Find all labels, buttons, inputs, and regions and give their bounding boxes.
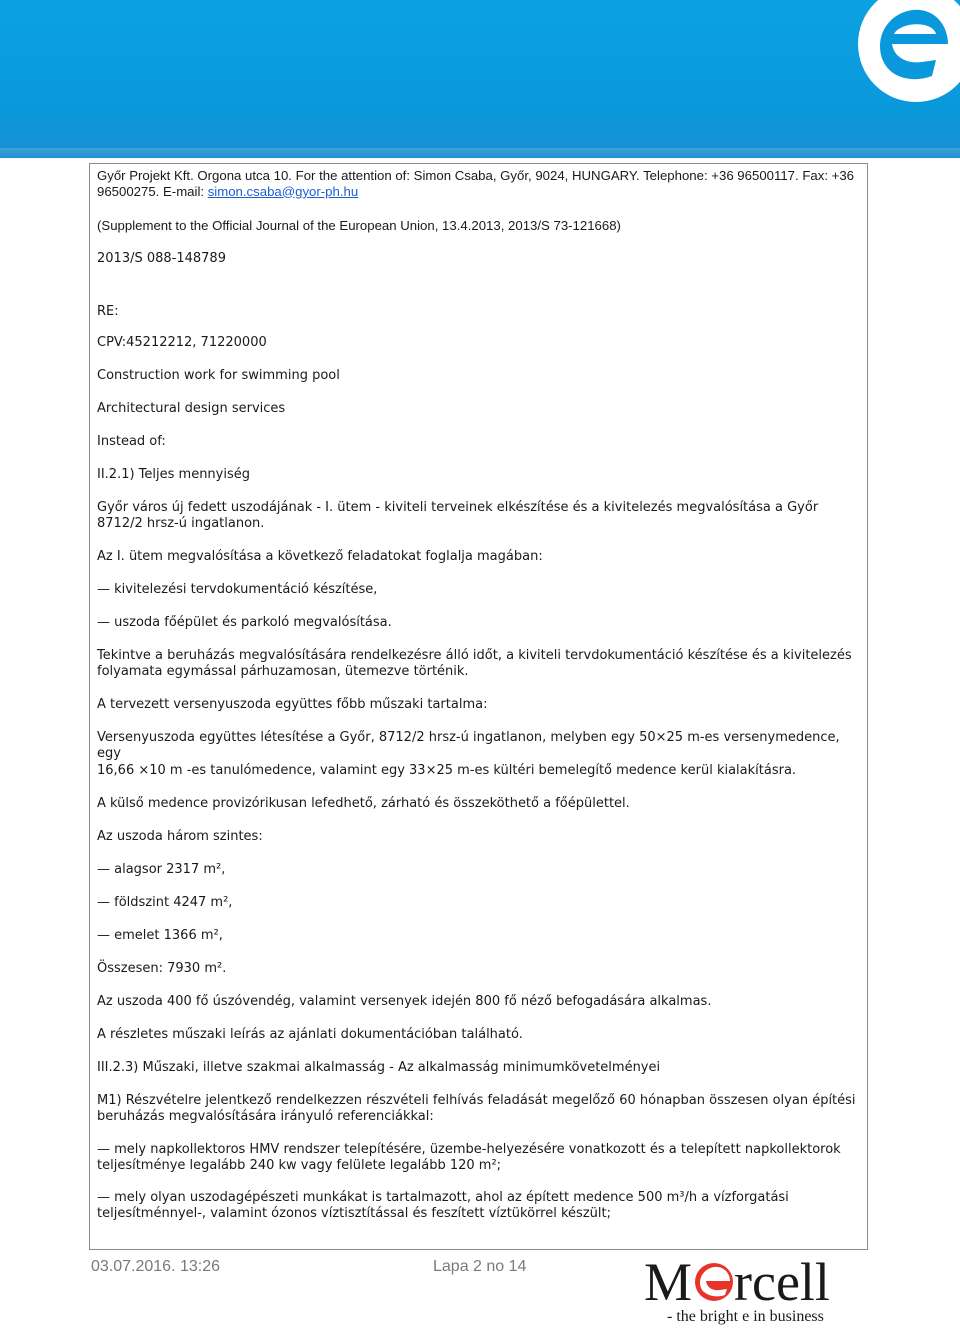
supplement-line: (Supplement to the Official Journal of the European Union, 13.4.2013, 2013/S 73-121668)	[97, 218, 621, 233]
svg-text:M: M	[644, 1252, 693, 1310]
instead-of-label: Instead of:	[97, 434, 166, 449]
mercell-e-logo-icon	[820, 0, 960, 110]
section-iii23-heading: III.2.3) Műszaki, illetve szakmai alkalmasság - Az alkalmasság minimumkövetelményei	[97, 1060, 661, 1075]
task-item-2: — uszoda főépület és parkoló megvalósítása.	[97, 615, 392, 630]
cpv-line: CPV:45212212, 71220000	[97, 335, 267, 350]
email-link[interactable]: simon.csaba@gyor-ph.hu	[207, 183, 359, 199]
technical-content-heading: A tervezett versenyuszoda együttes főbb műszaki tartalma:	[97, 697, 488, 712]
level-upper: — emelet 1366 m²,	[97, 928, 223, 943]
outdoor-pool-line: A külső medence provizórikusan lefedhető, zárható és összeköthető a főépülettel.	[97, 796, 630, 811]
schedule-paragraph: Tekintve a beruházás megvalósítására rendelkezésre álló időt, a kiviteli tervdokumentáció készítése és a kivitelezés folyamata egymással párhuzamosan, ütemezve történik.	[97, 648, 852, 679]
svg-text:rcell: rcell	[734, 1252, 830, 1310]
pool-complex-line: Versenyuszoda együttes létesítése a Győr, 8712/2 hrsz-ú ingatlanon, melyben egy 50×25 m-es versenymedence, egy	[97, 730, 840, 761]
brand-wordmark-graphic	[640, 1252, 870, 1310]
gyor-pool-paragraph: Győr város új fedett uszodájának - I. ütem - kiviteli terveinek elkészítése és a kivitelezés megvalósítása a Győr 8712/2 hrsz-ú ingatlanon.	[97, 500, 819, 531]
task-item-1: — kivitelezési tervdokumentáció készítése,	[97, 582, 378, 597]
re-label: RE:	[97, 304, 119, 319]
brand-tagline: - the bright e in business	[667, 1308, 824, 1325]
mercell-brand-logo	[640, 1252, 870, 1328]
header-banner	[0, 0, 960, 158]
m1-paragraph: M1) Részvételre jelentkező rendelkezzen részvételi felhívás feladását megelőző 60 hónapban összesen olyan építési beruházás megvalósítására irányuló referenciákkal:	[97, 1093, 856, 1124]
notice-reference: 2013/S 088-148789	[97, 251, 226, 266]
solar-reference-item: — mely napkollektoros HMV rendszer telepítésére, üzembe-helyezésére vonatkozott és a telepített napkollektorok teljesítménye legalább 240 kw vagy felülete legalább 120 m²;	[97, 1142, 841, 1173]
pool-engineering-item: — mely olyan uszodagépészeti munkákat is tartalmazott, ahol az épített medence 500 m³/h a vízforgatási teljesítménnyel-, valamint ózonos víztisztítással és feszített víztükörrel készült;	[97, 1190, 789, 1221]
footer-page-number: Lapa 2 no 14	[433, 1258, 527, 1275]
levels-heading: Az uszoda három szintes:	[97, 829, 263, 844]
contact-paragraph	[97, 168, 857, 199]
total-area-line: Összesen: 7930 m².	[97, 961, 227, 976]
training-pool-line: 16,66 ×10 m -es tanulómedence, valamint egy 33×25 m-es kültéri bemelegítő medence kerül kialakításra.	[97, 763, 797, 778]
section-ii21-heading: II.2.1) Teljes mennyiség	[97, 467, 251, 482]
contact-text: Győr Projekt Kft. Orgona utca 10. For the attention of: Simon Csaba, Győr, 9024, HUNGARY. Telephone: +36 96500117. Fax: +36 96500275. E-mail:	[97, 168, 855, 199]
footer-date: 03.07.2016. 13:26	[91, 1258, 221, 1275]
capacity-line: Az uszoda 400 fő úszóvendég, valamint versenyek idején 800 fő néző befogadására alkalmas.	[97, 994, 712, 1009]
level-ground: — földszint 4247 m²,	[97, 895, 233, 910]
banner-shadow	[0, 148, 960, 160]
documentation-line: A részletes műszaki leírás az ajánlati dokumentációban található.	[97, 1027, 523, 1042]
phase-intro: Az I. ütem megvalósítása a következő feladatokat foglalja magában:	[97, 549, 543, 564]
construction-work-line: Construction work for swimming pool	[97, 368, 340, 383]
architectural-design-line: Architectural design services	[97, 401, 286, 416]
level-basement: — alagsor 2317 m²,	[97, 862, 226, 877]
